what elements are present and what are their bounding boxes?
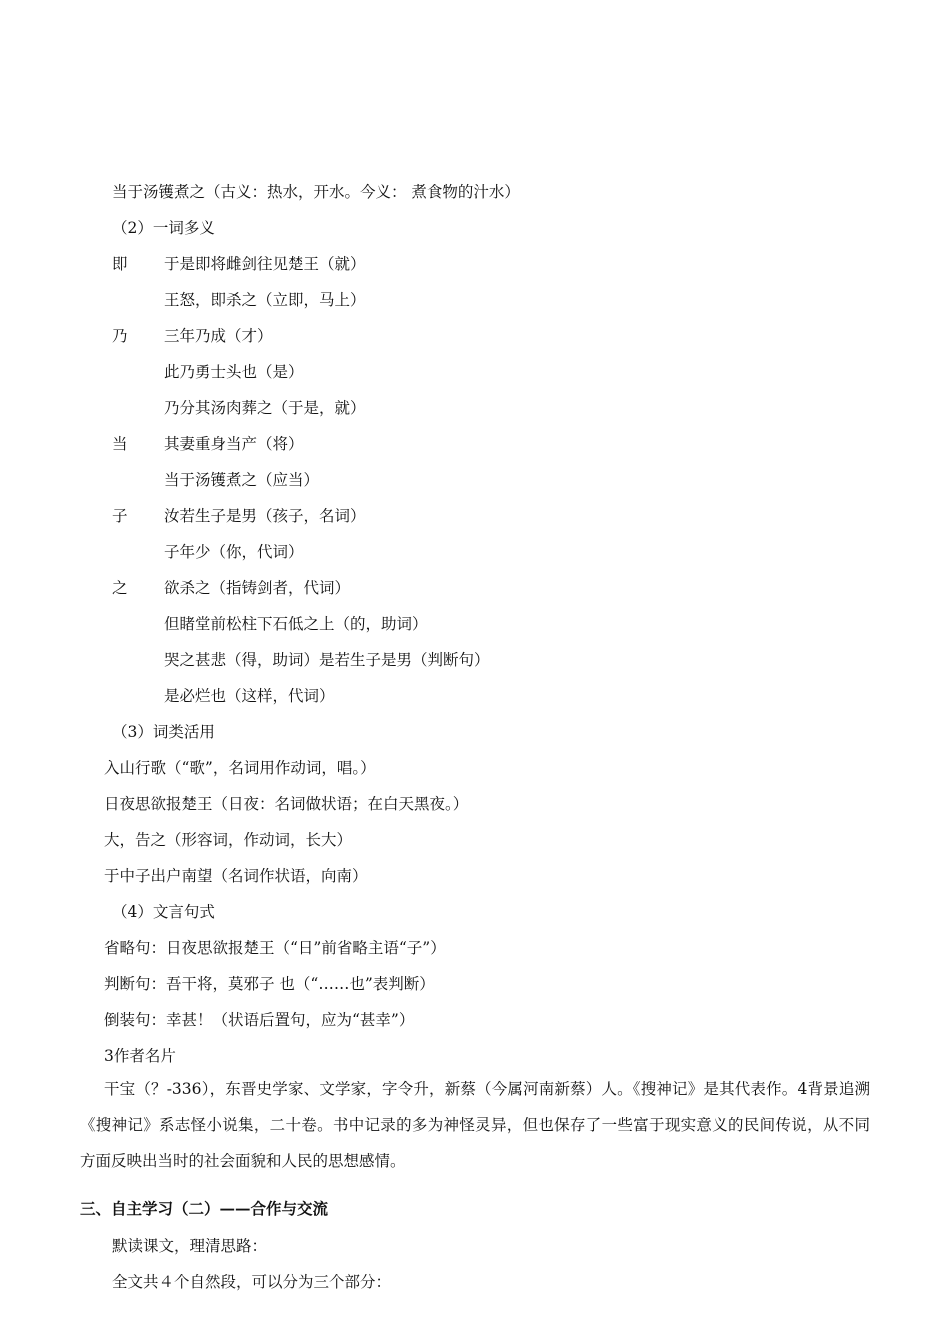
subheading-polysemy: （2）一词多义 bbox=[112, 219, 215, 237]
author-paragraph bbox=[80, 1071, 870, 1179]
subheading-word-class: （3）词类活用 bbox=[112, 723, 215, 741]
example-line: 欲杀之（指铸剑者，代词） bbox=[164, 579, 351, 597]
example-line: 王怒，即杀之（立即，马上） bbox=[164, 291, 366, 309]
text-line: 全文共４个自然段，可以分为三个部分： bbox=[112, 1273, 392, 1291]
text-line: 判断句：吾干将，莫邪子 也（“……也”表判断） bbox=[104, 975, 435, 993]
word-label: 子 bbox=[112, 507, 128, 525]
example-line: 于是即将雌剑往见楚王（就） bbox=[164, 255, 366, 273]
word-label: 即 bbox=[112, 255, 128, 273]
text-line: 默读课文，理清思路： bbox=[112, 1237, 268, 1255]
example-line: 此乃勇士头也（是） bbox=[164, 363, 304, 381]
example-line: 汝若生子是男（孩子，名词） bbox=[164, 507, 366, 525]
text-line: 入山行歌（“歌”，名词用作动词，唱。） bbox=[104, 759, 376, 777]
subheading-sentence-patterns: （4）文言句式 bbox=[112, 903, 215, 921]
word-label: 之 bbox=[112, 579, 128, 597]
example-line: 其妻重身当产（将） bbox=[164, 435, 304, 453]
text-line: 于中子出户南望（名词作状语，向南） bbox=[104, 867, 368, 885]
text-line: 当于汤镬煮之（古义：热水，开水。今义： 煮食物的汁水） bbox=[112, 183, 520, 201]
example-line: 是必烂也（这样，代词） bbox=[164, 687, 335, 705]
example-line: 乃分其汤肉葬之（于是，就） bbox=[164, 399, 366, 417]
example-line: 三年乃成（才） bbox=[164, 327, 273, 345]
section-heading: 三、自主学习（二）——合作与交流 bbox=[80, 1199, 329, 1218]
example-line: 当于汤镬煮之（应当） bbox=[164, 471, 320, 489]
text-line: 日夜思欲报楚王（日夜：名词做状语；在白天黑夜。） bbox=[104, 795, 469, 813]
text-line: 倒装句：幸甚！（状语后置句，应为“甚幸”） bbox=[104, 1011, 415, 1029]
word-label: 当 bbox=[112, 435, 128, 453]
author-heading: 3作者名片 bbox=[104, 1047, 176, 1065]
example-line: 子年少（你，代词） bbox=[164, 543, 304, 561]
example-line: 但睹堂前松柱下石低之上（的，助词） bbox=[164, 615, 428, 633]
paragraph-text: 干宝（？-336），东晋史学家、文学家，字令升，新蔡（今属河南新蔡）人。《搜神记》是其代表作。4背景追溯《搜神记》系志怪小说集，二十卷。书中记录的多为神怪灵异，但也保存了一些富于现实意义的民间传说，从不同方面反映出当时的社会面貌和人民的思想感情。 bbox=[80, 1080, 870, 1170]
example-line: 哭之甚悲（得，助词）是若生子是男（判断句） bbox=[164, 651, 490, 669]
text-line: 大，告之（形容词，作动词，长大） bbox=[104, 831, 353, 849]
word-label: 乃 bbox=[112, 327, 128, 345]
text-line: 省略句：日夜思欲报楚王（“日”前省略主语“子”） bbox=[104, 939, 446, 957]
